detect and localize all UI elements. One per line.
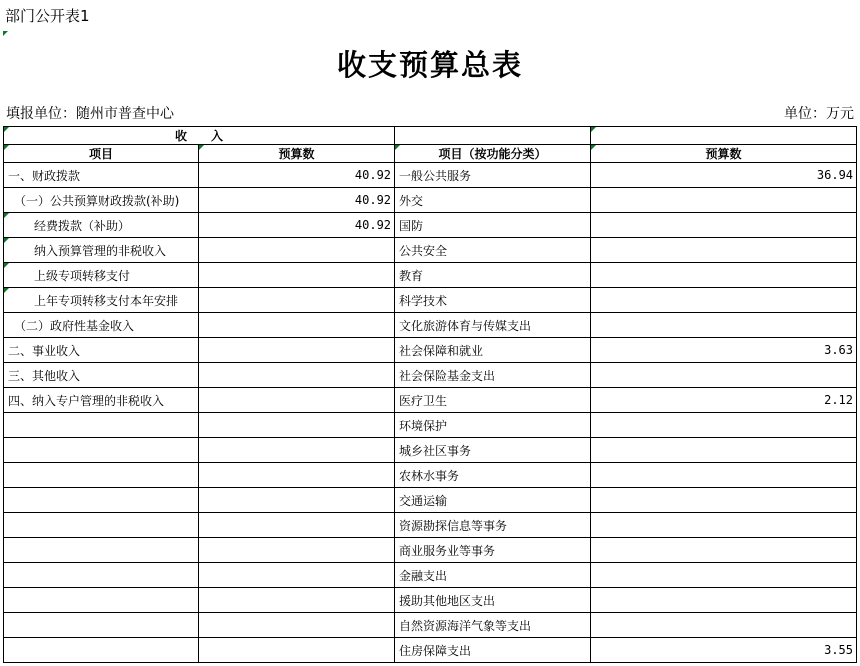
expenditure-budget-cell[interactable] [591, 513, 857, 538]
income-budget-cell-text: 40.92 [354, 218, 392, 232]
expenditure-item-cell-text: 城乡社区事务 [399, 443, 472, 458]
income-item-cell[interactable] [4, 588, 199, 613]
expenditure-item-cell[interactable] [395, 638, 591, 663]
header-empty-cell [395, 127, 591, 145]
table-row [4, 288, 857, 313]
table-row [4, 488, 857, 513]
expenditure-item-cell[interactable] [395, 263, 591, 288]
cell-marker-icon [4, 238, 9, 243]
table-row [4, 213, 857, 238]
expenditure-budget-cell-text: 2.12 [824, 393, 854, 407]
expenditure-item-cell[interactable] [395, 613, 591, 638]
income-budget-cell-text: 40.92 [354, 193, 392, 207]
expenditure-budget-cell-text: 3.55 [824, 643, 854, 657]
expenditure-item-cell-text: 科学技术 [399, 293, 448, 308]
cell-marker-icon [4, 127, 9, 132]
income-item-cell-text: 上年专项转移支付本年安排 [34, 293, 179, 308]
income-budget-cell[interactable] [199, 163, 395, 188]
income-item-cell[interactable] [4, 188, 199, 213]
expenditure-item-cell[interactable] [395, 163, 591, 188]
income-budget-cell[interactable] [199, 213, 395, 238]
table-row [4, 438, 857, 463]
expenditure-budget-cell[interactable] [591, 563, 857, 588]
reporting-unit: 填报单位：随州市普查中心 [6, 106, 174, 122]
table-row [4, 388, 857, 413]
expenditure-item-cell[interactable] [395, 313, 591, 338]
income-budget-cell[interactable] [199, 338, 395, 363]
income-group-label: 收 入 [175, 129, 224, 143]
expenditure-budget-cell-text: 3.63 [824, 343, 854, 357]
expenditure-item-cell[interactable] [395, 338, 591, 363]
cell-marker-icon [4, 145, 9, 150]
page-title: 收支预算总表 [336, 48, 523, 82]
expenditure-budget-cell-text: 36.94 [816, 168, 854, 182]
income-item-cell[interactable] [4, 163, 199, 188]
cell-marker-icon [3, 31, 8, 36]
expenditure-item-cell[interactable] [395, 238, 591, 263]
income-item-cell-text: 四、纳入专户管理的非税收入 [8, 393, 165, 408]
table-row [4, 238, 857, 263]
table-body [4, 163, 857, 663]
expenditure-budget-cell[interactable] [591, 163, 857, 188]
income-budget-cell[interactable] [199, 538, 395, 563]
income-item-cell[interactable] [4, 488, 199, 513]
expenditure-budget-cell[interactable] [591, 613, 857, 638]
income-item-cell[interactable] [4, 538, 199, 563]
expenditure-budget-cell[interactable] [591, 238, 857, 263]
expenditure-budget-cell[interactable] [591, 488, 857, 513]
expenditure-item-cell-text: 外交 [399, 193, 424, 208]
expenditure-item-cell-text: 教育 [399, 268, 424, 283]
income-budget-cell[interactable] [199, 263, 395, 288]
expenditure-item-cell[interactable] [395, 588, 591, 613]
expenditure-item-cell[interactable] [395, 188, 591, 213]
income-budget-cell[interactable] [199, 563, 395, 588]
income-budget-cell[interactable] [199, 238, 395, 263]
expenditure-item-cell-text: 医疗卫生 [399, 393, 448, 408]
income-budget-cell[interactable] [199, 638, 395, 663]
income-budget-cell[interactable] [199, 388, 395, 413]
income-group-header [4, 127, 395, 145]
expenditure-item-cell-text: 环境保护 [399, 418, 448, 433]
income-budget-cell[interactable] [199, 513, 395, 538]
table-row [4, 513, 857, 538]
table-row [4, 313, 857, 338]
table-row [4, 188, 857, 213]
income-budget-cell-text: 40.92 [354, 168, 392, 182]
expenditure-item-cell-text: 金融支出 [399, 568, 448, 583]
col-header-label: 预算数 [705, 147, 742, 161]
cell-marker-icon [4, 263, 9, 268]
table-row [4, 613, 857, 638]
expenditure-item-cell[interactable] [395, 438, 591, 463]
table-row [4, 563, 857, 588]
expenditure-budget-cell[interactable] [591, 463, 857, 488]
income-item-cell-text: 三、其他收入 [8, 368, 81, 383]
cell-marker-icon [395, 145, 400, 150]
budget-table [3, 126, 857, 663]
expenditure-item-cell-text: 住房保障支出 [399, 643, 472, 658]
expenditure-budget-cell[interactable] [591, 188, 857, 213]
col-header-label: 项目（按功能分类） [438, 147, 547, 161]
expenditure-budget-cell[interactable] [591, 413, 857, 438]
income-item-cell[interactable] [4, 288, 199, 313]
income-budget-cell[interactable] [199, 413, 395, 438]
income-item-cell[interactable] [4, 413, 199, 438]
income-item-cell[interactable] [4, 438, 199, 463]
expenditure-item-cell[interactable] [395, 463, 591, 488]
expenditure-item-cell-text: 社会保障和就业 [399, 343, 484, 358]
expenditure-item-cell-text: 商业服务业等事务 [399, 543, 496, 558]
table-row [4, 338, 857, 363]
income-item-cell[interactable] [4, 338, 199, 363]
expenditure-budget-cell[interactable] [591, 313, 857, 338]
income-budget-cell[interactable] [199, 588, 395, 613]
table-row [4, 163, 857, 188]
header-empty-cell [591, 127, 857, 145]
table-row [4, 638, 857, 663]
cell-marker-icon [199, 145, 204, 150]
income-item-cell-text: 二、事业收入 [8, 343, 81, 358]
expenditure-item-cell-text: 一般公共服务 [399, 168, 472, 183]
income-item-cell-text: 经费拨款（补助） [34, 218, 131, 233]
income-item-cell[interactable] [4, 363, 199, 388]
table-row [4, 538, 857, 563]
income-item-cell-text: 纳入预算管理的非税收入 [34, 243, 167, 258]
expenditure-item-cell[interactable] [395, 488, 591, 513]
cell-marker-icon [591, 127, 596, 132]
income-item-cell[interactable] [4, 563, 199, 588]
income-item-cell-text: 上级专项转移支付 [34, 268, 131, 283]
income-budget-cell[interactable] [199, 613, 395, 638]
expenditure-item-cell-text: 自然资源海洋气象等支出 [399, 618, 532, 633]
expenditure-item-cell[interactable] [395, 413, 591, 438]
income-item-cell[interactable] [4, 263, 199, 288]
expenditure-item-cell[interactable] [395, 513, 591, 538]
cell-marker-icon [4, 213, 9, 218]
expenditure-item-cell-text: 援助其他地区支出 [399, 593, 496, 608]
expenditure-item-cell[interactable] [395, 288, 591, 313]
table-row [4, 413, 857, 438]
expenditure-item-cell-text: 国防 [399, 218, 424, 233]
expenditure-item-cell[interactable] [395, 388, 591, 413]
expenditure-budget-cell[interactable] [591, 538, 857, 563]
income-item-cell[interactable] [4, 638, 199, 663]
income-item-cell[interactable] [4, 388, 199, 413]
expenditure-item-cell-text: 文化旅游体育与传媒支出 [399, 318, 532, 333]
expenditure-budget-cell[interactable] [591, 213, 857, 238]
cell-marker-icon [4, 288, 9, 293]
income-item-cell[interactable] [4, 213, 199, 238]
expenditure-item-cell[interactable] [395, 363, 591, 388]
table-row [4, 363, 857, 388]
income-item-cell[interactable] [4, 613, 199, 638]
income-budget-cell[interactable] [199, 188, 395, 213]
income-item-cell[interactable] [4, 463, 199, 488]
income-budget-cell[interactable] [199, 488, 395, 513]
income-item-cell[interactable] [4, 513, 199, 538]
col-header-income-budget [199, 145, 395, 163]
expenditure-item-cell-text: 交通运输 [399, 493, 448, 508]
income-budget-cell[interactable] [199, 288, 395, 313]
income-item-cell[interactable] [4, 238, 199, 263]
currency-unit: 单位：万元 [784, 106, 854, 122]
expenditure-item-cell[interactable] [395, 563, 591, 588]
expenditure-item-cell-text: 资源勘探信息等事务 [399, 518, 508, 533]
col-header-label: 项目 [88, 147, 113, 161]
expenditure-budget-cell[interactable] [591, 588, 857, 613]
income-item-cell[interactable] [4, 313, 199, 338]
table-row [4, 463, 857, 488]
expenditure-budget-cell[interactable] [591, 338, 857, 363]
expenditure-item-cell-text: 社会保险基金支出 [399, 368, 496, 383]
income-budget-cell[interactable] [199, 313, 395, 338]
income-item-cell-text: （二）政府性基金收入 [14, 318, 135, 333]
col-header-exp-budget [591, 145, 857, 163]
table-row [4, 263, 857, 288]
income-budget-cell[interactable] [199, 438, 395, 463]
expenditure-budget-cell[interactable] [591, 438, 857, 463]
col-header-income-item [4, 145, 199, 163]
expenditure-item-cell[interactable] [395, 213, 591, 238]
expenditure-budget-cell[interactable] [591, 388, 857, 413]
expenditure-item-cell[interactable] [395, 538, 591, 563]
expenditure-budget-cell[interactable] [591, 638, 857, 663]
table-row [4, 588, 857, 613]
income-item-cell-text: 一、财政拨款 [8, 168, 81, 183]
expenditure-item-cell-text: 农林水事务 [399, 468, 460, 483]
col-header-label: 预算数 [278, 147, 315, 161]
document-label: 部门公开表1 [5, 7, 90, 25]
income-item-cell-text: （一）公共预算财政拨款(补助) [14, 193, 180, 208]
income-budget-cell[interactable] [199, 463, 395, 488]
expenditure-budget-cell[interactable] [591, 263, 857, 288]
col-header-exp-item [395, 145, 591, 163]
expenditure-item-cell-text: 公共安全 [399, 243, 448, 258]
expenditure-budget-cell[interactable] [591, 363, 857, 388]
cell-marker-icon [591, 145, 596, 150]
expenditure-budget-cell[interactable] [591, 288, 857, 313]
income-budget-cell[interactable] [199, 363, 395, 388]
